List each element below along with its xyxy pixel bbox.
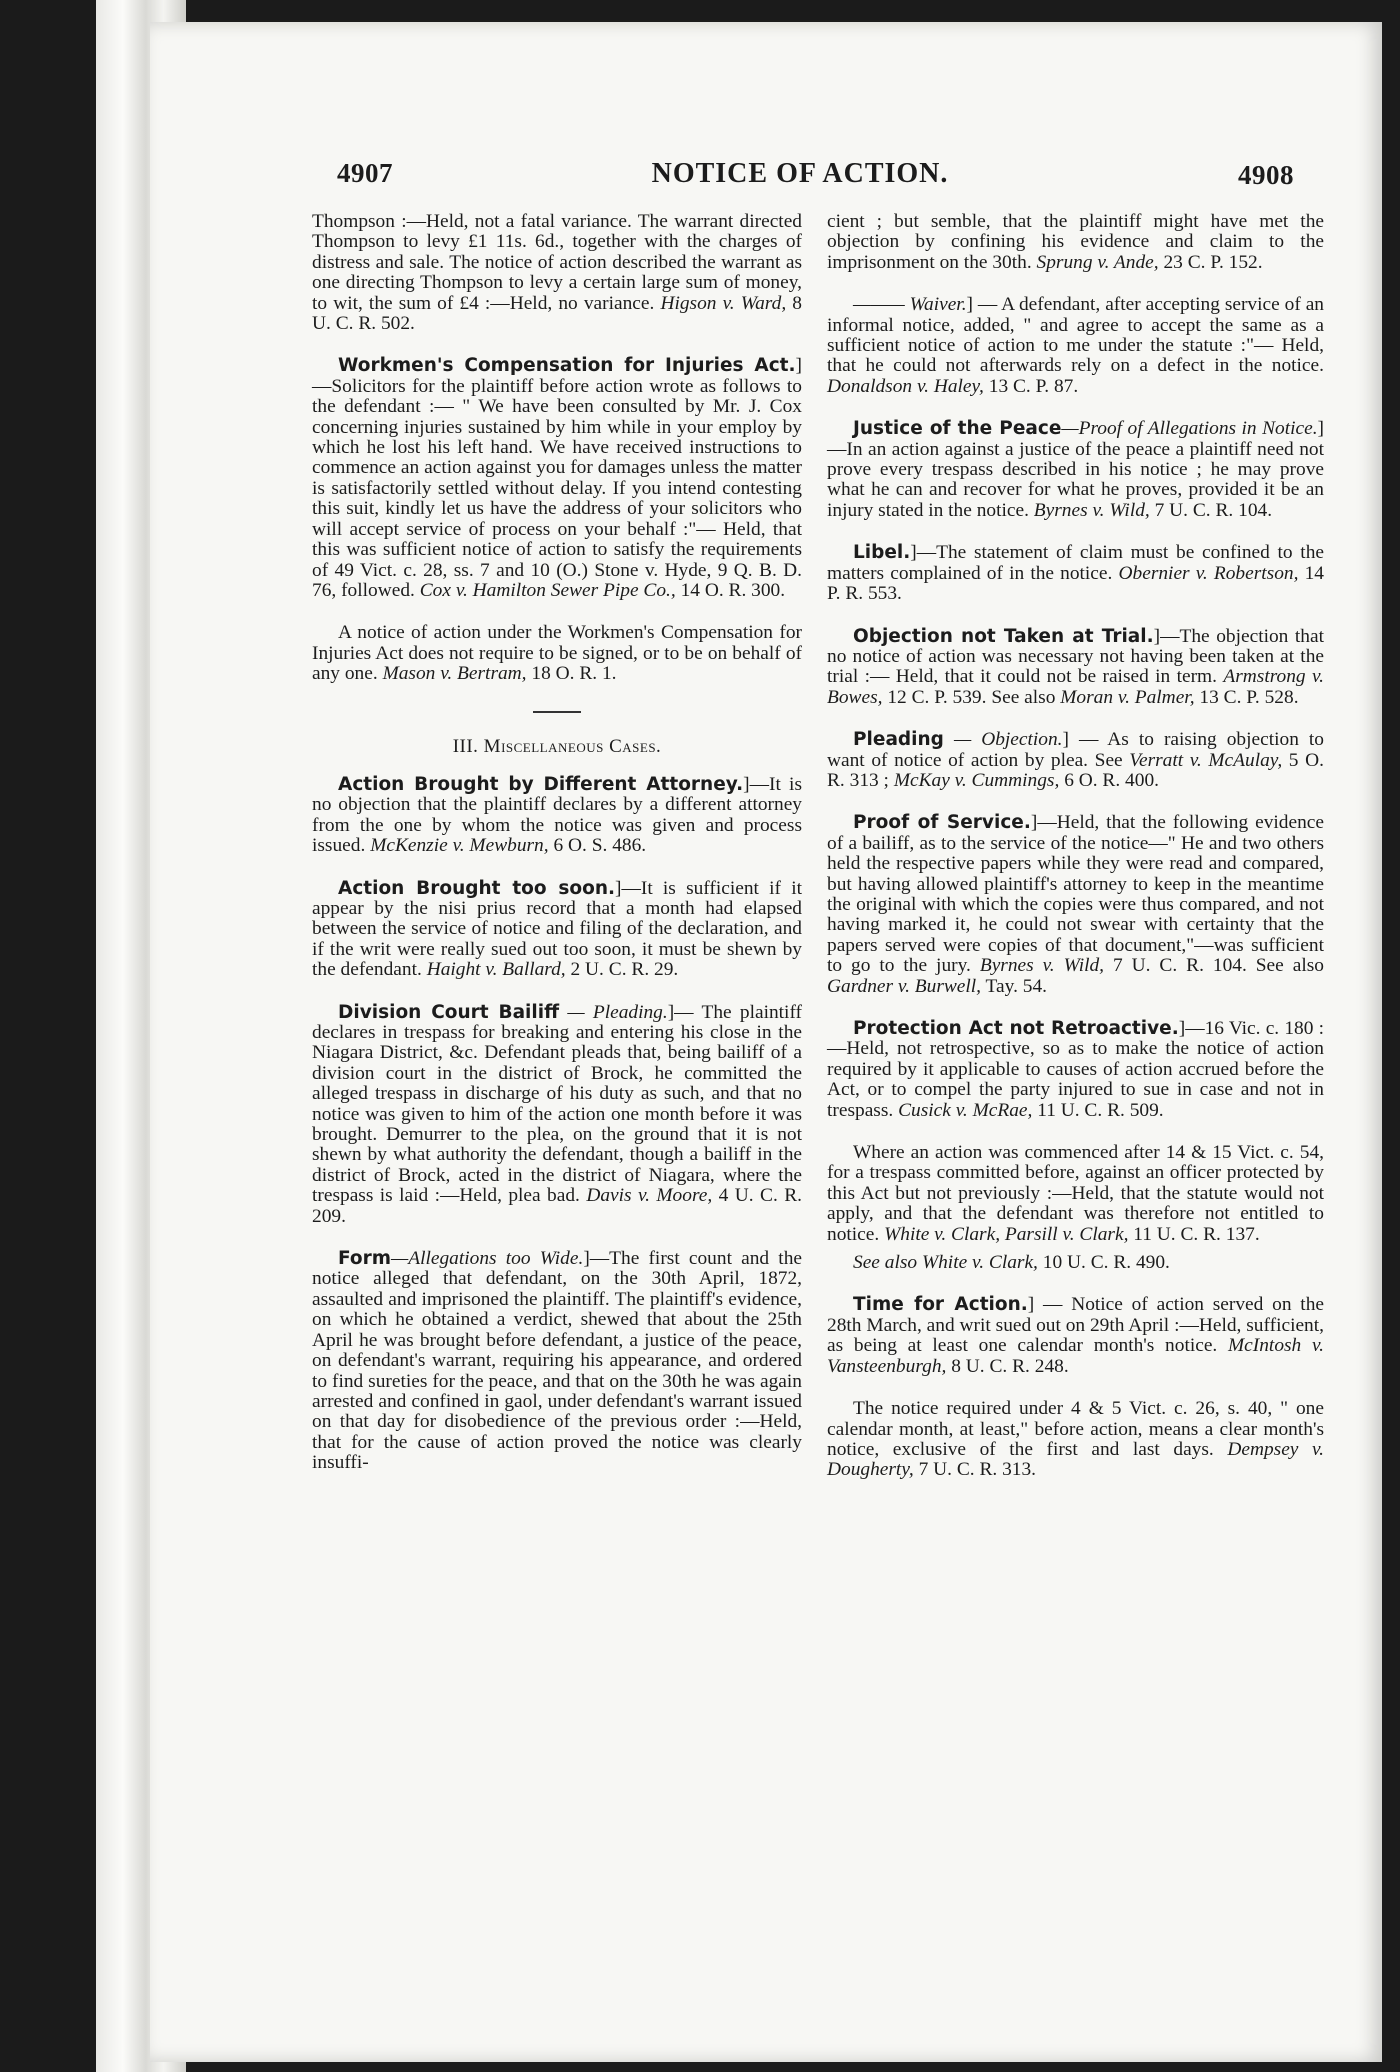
paragraph: The notice required under 4 & 5 Vict. c. 26, s. 40, " one calendar month, at least," before action, means a clear month's notice, exclusive of the first and last days. Dempsey v. Dougherty, 7 U. C. R. 313. [827, 1398, 1324, 1481]
heading: Pleading [853, 729, 944, 751]
paragraph: Action Brought too soon.]—It is sufficient if it appear by the nisi prius record that a month had elapsed between the service of notice and filing of the declaration, and if the writ were really sued out too soon, it must be shewn by the defendant. Haight v. Ballard, 2 U. C. R. 29. [312, 877, 802, 981]
heading: Libel. [853, 542, 911, 564]
page-number-right: 4908 [1238, 160, 1294, 190]
left-column [312, 212, 802, 1496]
paragraph: Where an action was commenced after 14 & 15 Vict. c. 54, for a trespass committed before, against an officer protected by this Act but not previously :—Held, that the statute would not apply, and that the defendant was therefore not entitled to notice. White v. Clark, Parsill v. Clark, 11 U. C. R. 137. [827, 1142, 1324, 1245]
heading: Action Brought by Different Attorney. [338, 773, 744, 795]
paragraph: Justice of the Peace—Proof of Allegations in Notice.]—In an action against a justice of the peace a plaintiff need not prove every trespass described in his notice ; he may prove what he can and recover for what he proves, provided it be an injury stated in the notice. Byrnes v. Wild, 7 U. C. R. 104. [827, 418, 1325, 521]
divider [533, 711, 581, 713]
heading: Proof of Service. [853, 812, 1031, 834]
heading: Protection Act not Retroactive. [853, 1018, 1179, 1039]
paragraph: Division Court Bailiff — Pleading.]— The plaintiff declares in trespass for breaking and entering his close in the Niagara District, &c. Defendant pleads that, being bailiff of a division court in the district of Brock, he committed the alleged trespass in discharge of his duty as such, and that no notice was given to him of the action one month before it was brought. Demurrer to the plea, on the ground that it is not shewn by what authority the defendant, though a bailiff in the district of Brock, acted in the district of Niagara, where the trespass is laid :—Held, plea bad. Davis v. Moore, 4 U. C. R. 209. [312, 1001, 803, 1227]
running-title: NOTICE OF ACTION. [651, 158, 949, 189]
paragraph: Objection not Taken at Trial.]—The objection that no notice of action was necessary not having been taken at the trial :— Held, that it could not be raised in term. Armstrong v. Bowes, 12 C. P. 539. See also Moran v. Palmer, 13 C. P. 528. [827, 625, 1324, 708]
paragraph: ——— Waiver.] — A defendant, after accepting service of an informal notice, added, " and agree to accept the same as a sufficient notice of action to me under the statute :"— Held, that he could not afterwards rely on a defect in the notice. Donaldson v. Haley, 13 C. P. 87. [827, 294, 1324, 397]
right-column [827, 212, 1324, 1503]
paragraph: A notice of action under the Workmen's Compensation for Injuries Act does not require to be signed, or to be on behalf of any one. Mason v. Bertram, 18 O. R. 1. [312, 622, 802, 685]
paragraph: Protection Act not Retroactive.]—16 Vic. c. 180 :—Held, not retrospective, so as to make the notice of action required by it applicable to causes of action accrued before the Act, or to compel the party injured to sue in case and not in trespass. Cusick v. McRae, 11 U. C. R. 509. [827, 1018, 1324, 1121]
heading: Form [338, 1248, 391, 1270]
heading: Time for Action. [853, 1294, 1028, 1316]
heading: Workmen's Compensation for Injuries Act. [338, 355, 796, 377]
heading: Justice of the Peace [853, 418, 1062, 440]
paragraph: cient ; but semble, that the plaintiff might have met the objection by confining his evidence and claim to the imprisonment on the 30th. Sprung v. Ande, 23 C. P. 152. [827, 211, 1324, 273]
heading: Objection not Taken at Trial. [853, 625, 1154, 647]
paragraph: Pleading — Objection.] — As to raising objection to want of notice of action by plea. See Verratt v. McAulay, 5 O. R. 313 ; McKay v. Cummings, 6 O. R. 400. [827, 729, 1324, 791]
heading: Division Court Bailiff [338, 1001, 560, 1023]
paragraph: Form—Allegations too Wide.]—The first count and the notice alleged that defendant, on the 30th April, 1872, assaulted and imprisoned the plaintiff. The plaintiff's evidence, on which he obtained a verdict, shewed that about the 25th April he was brought before defendant, a justice of the peace, on defendant's warrant, requiring his appearance, and ordered to find sureties for the peace, and that on the 30th he was again arrested and confined in gaol, under defendant's warrant issued on that day for disobedience of the previous order :—Held, that for the cause of action proved the notice was clearly insuffi- [312, 1248, 802, 1474]
paragraph: Time for Action.] — Notice of action served on the 28th March, and writ sued out on 29th April :—Held, sufficient, as being at least one calendar month's notice. McIntosh v. Vansteenburgh, 8 U. C. R. 248. [827, 1294, 1324, 1377]
heading: Action Brought too soon. [338, 877, 616, 899]
paragraph: Action Brought by Different Attorney.]—It is no objection that the plaintiff declares by a different attorney from the one by whom the notice was given and process issued. McKenzie v. Mewburn, 6 O. S. 486. [312, 773, 802, 857]
section-title: III. Miscellaneous Cases. [452, 735, 662, 757]
paragraph: See also White v. Clark, 10 U. C. R. 490. [853, 1252, 1170, 1274]
paragraph: Workmen's Compensation for Injuries Act.]—Solicitors for the plaintiff before action wrote as follows to the defendant :— " We have been consulted by Mr. J. Cox concerning injuries sustained by him while in your employ by which he lost his left hand. We have received instructions to commence an action against you for damages unless the matter is satisfactorily settled without delay. If you intend contesting this suit, kindly let us have the address of your solicitors who will accept service of process on your behalf :"— Held, that this was sufficient notice of action to satisfy the requirements of 49 Vict. c. 28, ss. 7 and 10 (O.) Stone v. Hyde, 9 Q. B. D. 76, followed. Cox v. Hamilton Sewer Pipe Co., 14 O. R. 300. [312, 355, 802, 601]
paragraph: Proof of Service.]—Held, that the following evidence of a bailiff, as to the service of the notice—" He and two others held the respective papers while they were read and compared, but having allowed plaintiff's attorney to keep in the meantime the original with which the copies were thus compared, and not having marked it, he could not swear with certainty that the papers served were copies of that document,"—was sufficient to go to the jury. Byrnes v. Wild, 7 U. C. R. 104. See also Gardner v. Burwell, Tay. 54. [827, 812, 1324, 997]
paragraph: Thompson :—Held, not a fatal variance. The warrant directed Thompson to levy £1 11s. 6d., together with the charges of distress and sale. The notice of action described the warrant as one directing Thompson to levy a certain large sum of money, to wit, the sum of £4 :—Held, no variance. Higson v. Ward, 8 U. C. R. 502. [312, 211, 802, 335]
page-number-left: 4907 [337, 158, 393, 188]
paragraph: Libel.]—The statement of claim must be confined to the matters complained of in the notice. Obernier v. Robertson, 14 P. R. 553. [827, 542, 1324, 605]
